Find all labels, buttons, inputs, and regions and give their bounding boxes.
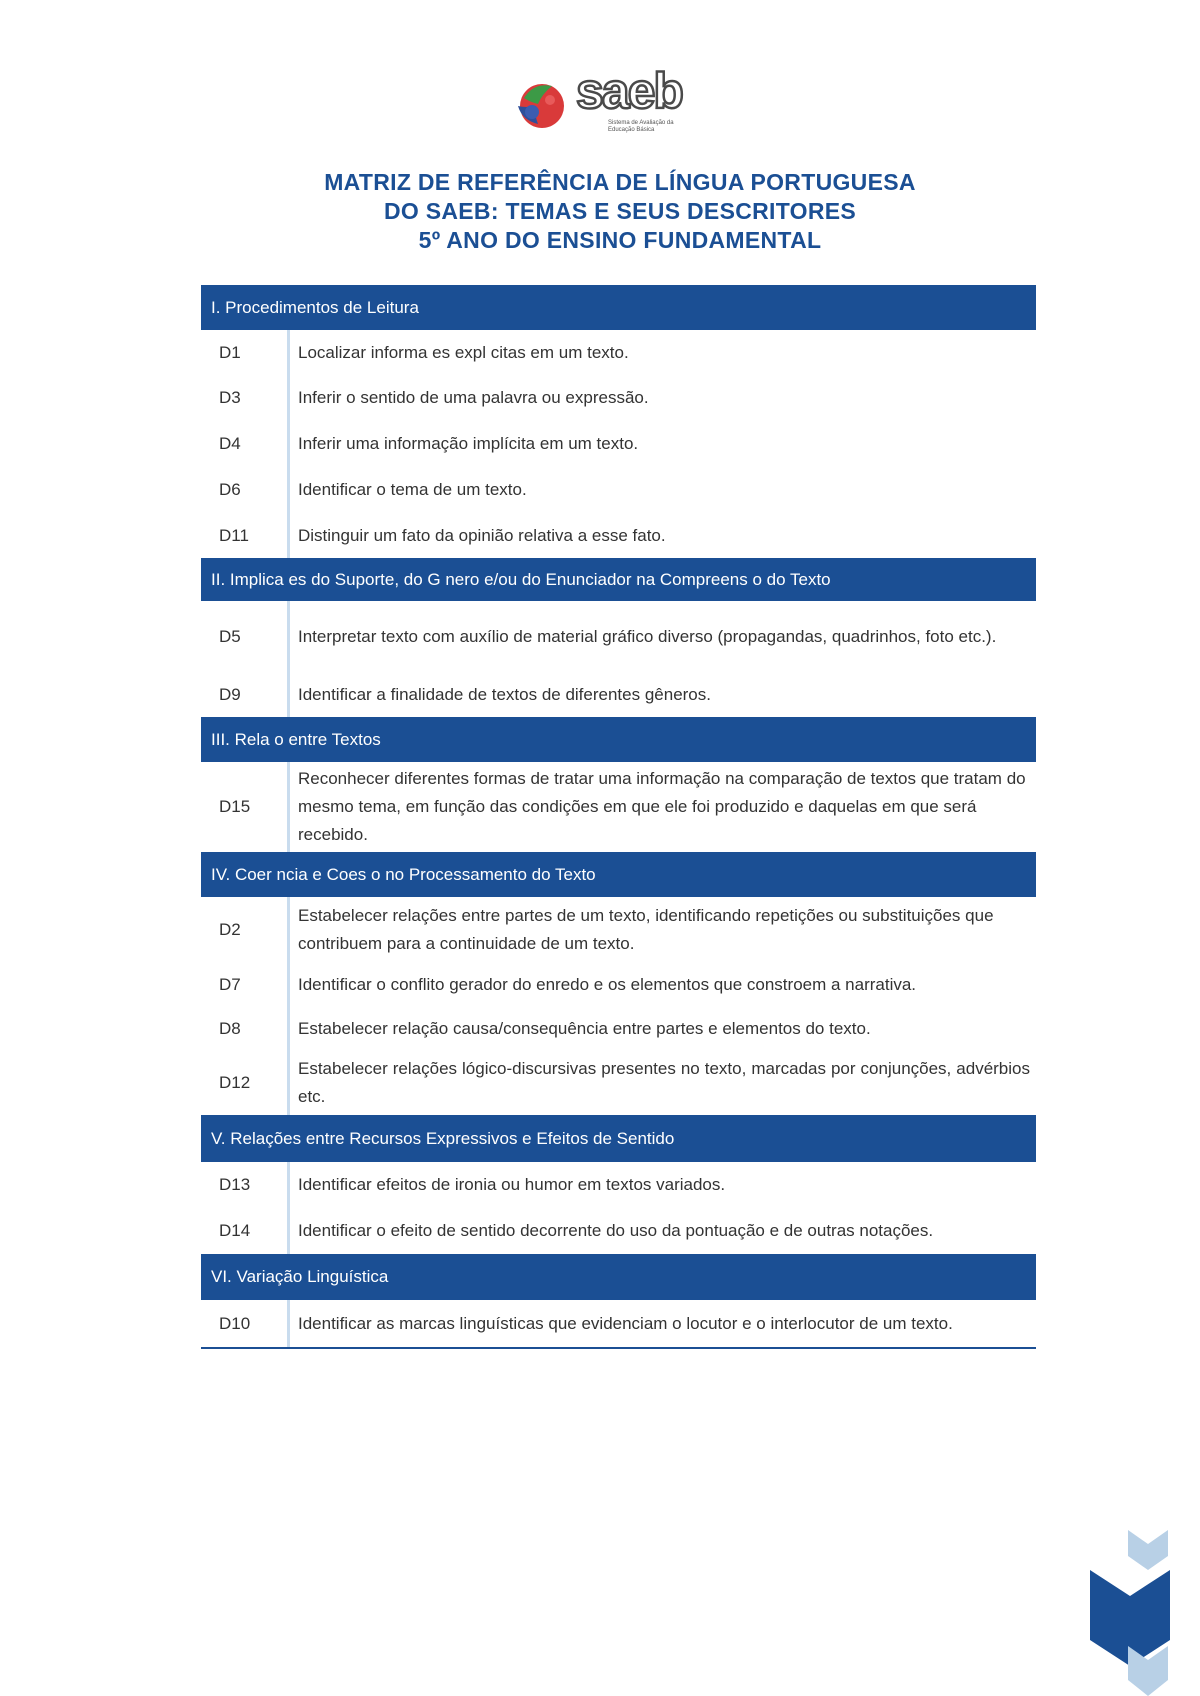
section-title: II. Implica es do Suporte, do G nero e/ou do Enunciador na Compreens o do Texto — [211, 569, 831, 589]
descriptor-text: Localizar informa es expl citas em um texto. — [298, 342, 629, 362]
descriptor-text: Identificar o efeito de sentido decorrente do uso da pontuação e de outras notações. — [298, 1221, 934, 1240]
descriptor-code: D7 — [219, 975, 241, 994]
descriptor-text: Reconhecer diferentes formas de tratar uma informação na comparação de textos que tratam do mesmo tema, em função das condições em que ele foi produzido e daquelas em que será recebido. — [298, 769, 1026, 844]
descriptor-code: D4 — [219, 434, 241, 453]
descriptor-text-content: Estabelecer relações lógico-discursivas presentes no texto, marcadas por conjunções, advérbios etc. — [298, 1059, 1030, 1106]
table-row — [201, 1051, 1036, 1115]
descriptor-code: D14 — [219, 1221, 251, 1240]
descriptor-code: D8 — [219, 1019, 241, 1038]
section-header — [201, 852, 1036, 897]
descriptor-code: D13 — [219, 1175, 251, 1194]
table-row — [201, 1300, 1036, 1347]
section-title: I. Procedimentos de Leitura — [211, 297, 419, 317]
descriptor-text: Identificar as marcas linguísticas que evidenciam o locutor e o interlocutor de um texto. — [298, 1313, 953, 1333]
descriptor-text: Estabelecer relações entre partes de um texto, identificando repetições ou substituições que contribuem para a continuidade de um texto. — [298, 906, 994, 953]
descriptor-code: D12 — [219, 1073, 251, 1092]
descriptor-text: Inferir uma informação implícita em um texto. — [298, 434, 639, 453]
table-row — [201, 1007, 1036, 1051]
table-row — [201, 673, 1036, 717]
table-row — [201, 1208, 1036, 1254]
section-header — [201, 558, 1036, 601]
table-row — [201, 467, 1036, 513]
descriptor-code: D5 — [219, 627, 241, 646]
descriptor-code: D2 — [219, 920, 241, 939]
table-row — [201, 421, 1036, 467]
table-row — [201, 330, 1036, 375]
table-row — [201, 601, 1036, 673]
table-row — [201, 375, 1036, 421]
table-row — [201, 1162, 1036, 1208]
decorative-chevrons-icon — [1090, 1530, 1200, 1696]
logo-subtitle: Sistema de Avaliação da Educação Básica — [608, 120, 674, 133]
table-row — [201, 762, 1036, 852]
section-header — [201, 1115, 1036, 1162]
title-line-2: DO SAEB: TEMAS E SEUS DESCRITORES — [383, 198, 857, 224]
descriptor-code: D6 — [219, 480, 241, 499]
section-title: IV. Coer ncia e Coes o no Processamento do Texto — [211, 864, 596, 884]
saeb-logo — [512, 63, 692, 134]
descriptor-text: Distinguir um fato da opinião relativa a esse fato. — [298, 525, 666, 545]
table-row — [201, 897, 1036, 963]
descriptor-table — [201, 285, 1036, 1349]
table-row — [201, 513, 1036, 558]
section-title: III. Rela o entre Textos — [211, 729, 381, 749]
section-title: V. Relações entre Recursos Expressivos e Efeitos de Sentido — [211, 1128, 675, 1148]
descriptor-code: D15 — [219, 797, 251, 816]
logo-wordmark: saeb — [576, 63, 682, 119]
descriptor-code: D9 — [219, 685, 241, 704]
descriptor-text: Identificar a finalidade de textos de diferentes gêneros. — [298, 685, 711, 704]
descriptor-text: Interpretar texto com auxílio de material gráfico diverso (propagandas, quadrinhos, foto etc.). — [298, 627, 997, 646]
section-header — [201, 1254, 1036, 1300]
descriptor-code: D10 — [219, 1313, 251, 1333]
document-title — [0, 168, 1200, 255]
descriptor-code: D3 — [219, 388, 241, 407]
table-row — [201, 963, 1036, 1007]
title-line-1: MATRIZ DE REFERÊNCIA DE LÍNGUA PORTUGUESA — [324, 169, 916, 195]
descriptor-text: Identificar o conflito gerador do enredo e os elementos que constroem a narrativa. — [298, 975, 917, 994]
descriptor-code: D11 — [219, 525, 249, 545]
title-line-3: 5º ANO DO ENSINO FUNDAMENTAL — [418, 227, 822, 253]
section-header — [201, 285, 1036, 330]
descriptor-text — [290, 1051, 1036, 1115]
section-header — [201, 717, 1036, 762]
saeb-logo-mark-icon — [512, 76, 572, 132]
section-title: VI. Variação Linguística — [211, 1267, 389, 1286]
descriptor-text: Identificar efeitos de ironia ou humor em textos variados. — [298, 1175, 726, 1194]
descriptor-text: Estabelecer relação causa/consequência entre partes e elementos do texto. — [298, 1019, 871, 1038]
descriptor-text: Inferir o sentido de uma palavra ou expressão. — [298, 388, 649, 407]
descriptor-text: Identificar o tema de um texto. — [298, 480, 527, 499]
descriptor-code: D1 — [219, 342, 241, 362]
